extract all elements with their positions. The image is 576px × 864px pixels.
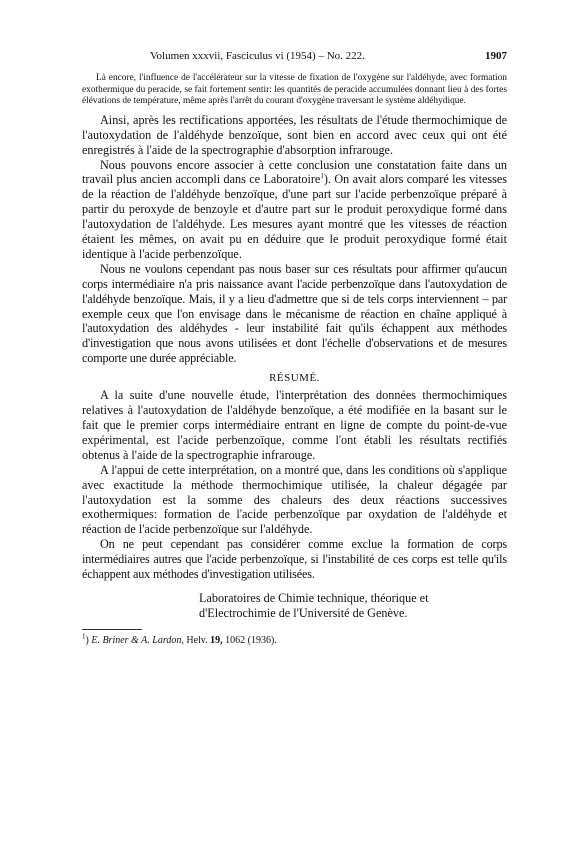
resume-paragraph: A l'appui de cette interprétation, on a montré que, dans les conditions où s'applique avec exactitude la méthode thermochimique utilisée, la chaleur dégagée par l'autoxydation est la somme des chaleurs des deux réactions successives exothermiques: formation de l'acide perbenzoïque par oxydation de l'aldéhyde et réaction de l'acide perbenzoïque sur l'aldéhyde. [82, 462, 507, 537]
resume-heading: RÉSUMÉ. [269, 372, 320, 385]
footnote-volume: 19, [210, 634, 223, 646]
paragraph-with-footnote [82, 158, 507, 262]
journal-reference: Volumen xxxvii, Fasciculus vi (1954) – No. 222. [150, 50, 365, 62]
resume-paragraph: On ne peut cependant pas considérer comme exclue la formation de corps intermédiaires autres que l'acide perbenzoïque, si l'instabilité de ces corps est telle qu'ils échappent aux méthodes d'investigation utilisées. [82, 537, 507, 582]
running-header [82, 48, 507, 64]
paragraph: Nous ne voulons cependant pas nous baser sur ces résultats pour affirmer qu'aucun corps intermédiaire n'a pris naissance avant l'acide perbenzoïque dans l'autoxydation de l'aldéhyde benzoïque. Mais, il y a lieu d'admettre que si de tels corps interviennent – par exemple ceux que l'on envisage dans le mécanisme de réaction en chaîne appliqué à l'autoxydation des aldéhydes - leur instabilité fait qu'ils échappent aux méthodes d'investigation que nous avons utilisées et dont l'échelle d'observations et de mesures comporte une durée appréciable. [82, 261, 507, 366]
affiliation [199, 591, 507, 621]
footnote-mark-close: ) [85, 634, 89, 646]
footnote-reference: 1 [320, 172, 324, 181]
main-text [82, 113, 507, 582]
footnote-authors: E. Briner & A. Lardon, [91, 634, 184, 646]
footnote-journal: Helv. [186, 634, 208, 646]
page-number: 1907 [485, 50, 507, 62]
affiliation-line: Laboratoires de Chimie technique, théorique et [199, 590, 429, 605]
paragraph: Ainsi, après les rectifications apportées, les résultats de l'étude thermochimique de l'autoxydation de l'aldéhyde benzoïque, sont bien en accord avec ceux qui ont été enregistrés à l'aide de la spectrographie d'absorption infrarouge. [82, 112, 507, 157]
footnote-pages: 1062 (1936). [225, 634, 277, 646]
footnote [82, 634, 507, 647]
footnote-divider [82, 629, 142, 630]
small-print-paragraph: Là encore, l'influence de l'accélérateur sur la vitesse de fixation de l'oxygène sur l'aldéhyde, avec formation exothermique du peracide, se fait fortement sentir: les quantités de peracide accumulées donnant lieu à des fortes élévations de température, même après l'arrêt du courant d'oxygène traversant le système aldéhydique. [82, 73, 507, 107]
paragraph-text: Nous pouvons encore associer à cette conclusion une constatation faite dans un travail plus ancien accompli dans ce Laboratoire [82, 157, 507, 187]
page [82, 48, 507, 647]
footnote-reference-suffix: ). [323, 172, 331, 187]
affiliation-line: d'Electrochimie de l'Université de Genève. [199, 605, 408, 620]
paragraph-continuation: On avait alors comparé les vitesses de la réaction de l'aldéhyde benzoïque, d'une part sur l'acide perbenzoïque préparé à partir du peroxyde de benzoyle et d'autre part sur le produit peroxydique formé dans l'autoxydation de l'aldéhyde. Les mesures ayant montré que les vitesses de réaction étaient les mêmes, on avait pu en déduire que le produit peroxydique formé était identique à l'acide perbenzoïque. [82, 172, 507, 261]
footnote-mark: 1 [82, 632, 86, 641]
resume-paragraph: A la suite d'une nouvelle étude, l'interprétation des données thermochimiques relatives à l'autoxydation de l'aldéhyde benzoïque, a été modifiée en la basant sur le fait que le premier corps intermédiaire entrant en ligne de compte du point-de-vue expérimental, est l'acide perbenzoïque, comme l'ont établi les résultats rectifiés obtenus à l'aide de la spectrographie infrarouge. [82, 388, 507, 462]
